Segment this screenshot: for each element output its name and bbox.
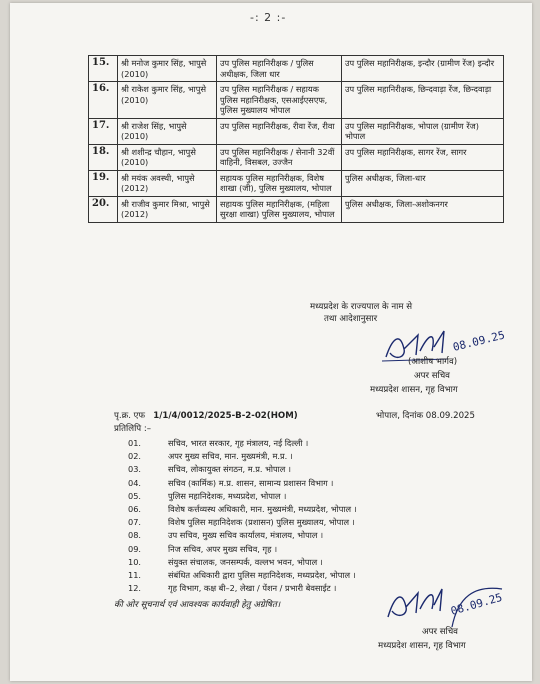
row-serial: 19. xyxy=(89,170,118,196)
officer-name: श्री राजीव कुमार मिश्रा, भापुसे (2012) xyxy=(118,196,217,222)
new-posting: उप पुलिस महानिरीक्षक, भोपाल (ग्रामीण रेंज) भोपाल xyxy=(342,118,504,144)
current-posting: उप पुलिस महानिरीक्षक / सहायक पुलिस महानिरीक्षक, एसआईएसएफ, पुलिस मुख्यालय भोपाल xyxy=(217,82,342,119)
page-number: -: 2 :- xyxy=(250,11,287,24)
list-item-text: संबंधित अधिकारी द्वारा पुलिस महानिदेशक, मध्यप्रदेश, भोपाल । xyxy=(168,570,356,581)
list-item xyxy=(128,543,357,556)
document-page xyxy=(10,3,532,681)
table-row xyxy=(89,56,504,82)
officer-name: श्री मयंक अवस्थी, भापुसे (2012) xyxy=(118,170,217,196)
endorsement-department: मध्यप्रदेश शासन, गृह विभाग xyxy=(378,641,466,651)
officer-name: श्री शशीन्द्र चौहान, भापुसे (2010) xyxy=(118,144,217,170)
list-item-number: 02. xyxy=(128,451,142,462)
list-item-text: गृह विभाग, कक्ष बी–2, लेखा / पेंशन / प्रभारी बेवसाईट । xyxy=(168,583,337,594)
list-item-number: 05. xyxy=(128,490,142,501)
list-item-text: पुलिस महानिदेशक, मध्यप्रदेश, भोपाल । xyxy=(168,490,287,501)
new-posting: उप पुलिस महानिरीक्षक, सागर रेंज, सागर xyxy=(342,144,504,170)
list-item-number: 10. xyxy=(128,556,142,567)
endorsement-designation: अपर सचिव xyxy=(422,627,458,637)
signatory-designation: अपर सचिव xyxy=(414,371,450,381)
current-posting: सहायक पुलिस महानिरीक्षक, विशेष शाखा (जी), पुलिस मुख्यालय, भोपाल xyxy=(217,170,342,196)
list-item-number: 12. xyxy=(128,583,142,594)
file-reference xyxy=(114,409,298,421)
row-serial: 17. xyxy=(89,118,118,144)
list-item xyxy=(128,569,357,582)
list-item xyxy=(128,477,357,490)
list-item xyxy=(128,490,357,503)
list-item-text: सचिव (कार्मिक) म.प्र. शासन, सामान्य प्रशासन विभाग । xyxy=(168,477,334,488)
list-item xyxy=(128,529,357,542)
new-posting: उप पुलिस महानिरीक्षक, छिन्दवाड़ा रेंज, छिन्दवाड़ा xyxy=(342,82,504,119)
list-item-text: सचिव, भारत सरकार, गृह मंत्रालय, नई दिल्ली । xyxy=(168,438,309,448)
row-serial: 15. xyxy=(89,56,118,82)
list-item-number: 07. xyxy=(128,517,142,528)
list-item-number: 09. xyxy=(128,543,142,554)
list-item-text: विशेष पुलिस महानिदेशक (प्रशासन) पुलिस मुख्यालय, भोपाल । xyxy=(168,517,355,528)
signatory-department: मध्यप्रदेश शासन, गृह विभाग xyxy=(370,385,458,395)
new-posting: उप पुलिस महानिरीक्षक, इन्दौर (ग्रामीण रेंज) इन्दौर xyxy=(342,56,504,82)
order-line-2: तथा आदेशानुसार xyxy=(324,314,378,324)
list-item-text: अपर मुख्य सचिव, मान. मुख्यमंत्री, म.प्र. । xyxy=(168,451,293,462)
list-item-text: विशेष कर्त्तव्यस्थ अधिकारी, मान. मुख्यमंत्री, मध्यप्रदेश, भोपाल । xyxy=(168,504,357,515)
transfer-table xyxy=(88,55,504,223)
list-item xyxy=(128,450,357,463)
signatory-name: (आशीष भार्गव) xyxy=(408,357,458,367)
list-item-number: 01. xyxy=(128,438,142,448)
copy-label: प्रतिलिपि :– xyxy=(114,424,152,434)
current-posting: उप पुलिस महानिरीक्षक, रीवा रेंज, रीवा xyxy=(217,118,342,144)
officer-name: श्री राकेश कुमार सिंह, भापुसे (2010) xyxy=(118,82,217,119)
officer-name: श्री राजेश सिंह, भापुसे (2010) xyxy=(118,118,217,144)
forwarding-note: की ओर सूचनार्थ एवं आवश्यक कार्यवाही हेतु अग्रेषित। xyxy=(114,600,281,610)
table-row xyxy=(89,144,504,170)
row-serial: 16. xyxy=(89,82,118,119)
table-row xyxy=(89,196,504,222)
list-item xyxy=(128,516,357,529)
handwritten-date-2: 08.09.25 xyxy=(449,590,504,618)
list-item-text: संयुक्त संचालक, जनसम्पर्क, वल्लभ भवन, भोपाल । xyxy=(168,556,323,567)
new-posting: पुलिस अधीक्षक, जिला-धार xyxy=(342,170,504,196)
list-item-number: 06. xyxy=(128,504,142,515)
officer-name: श्री मनोज कुमार सिंह, भापुसे (2010) xyxy=(118,56,217,82)
list-item-number: 03. xyxy=(128,464,142,475)
list-item xyxy=(128,503,357,516)
current-posting: उप पुलिस महानिरीक्षक / सेनानी 32वीं वाहिनी, विसबल, उज्जैन xyxy=(217,144,342,170)
table-row xyxy=(89,118,504,144)
table-row xyxy=(89,170,504,196)
row-serial: 20. xyxy=(89,196,118,222)
new-posting: पुलिस अधीक्षक, जिला-अशोकनगर xyxy=(342,196,504,222)
file-prefix: पृ.क्र. एफ xyxy=(114,411,146,421)
endorsement-date: भोपाल, दिनांक 08.09.2025 xyxy=(376,411,475,421)
handwritten-date-1: 08.09.25 xyxy=(451,328,507,354)
current-posting: उप पुलिस महानिरीक्षक / पुलिस अधीक्षक, जिला धार xyxy=(217,56,342,82)
table-row xyxy=(89,82,504,119)
copy-list xyxy=(128,437,357,595)
row-serial: 18. xyxy=(89,144,118,170)
list-item-number: 11. xyxy=(128,570,142,581)
list-item-number: 08. xyxy=(128,530,142,541)
list-item xyxy=(128,556,357,569)
list-item xyxy=(128,582,357,595)
list-item xyxy=(128,463,357,476)
list-item-text: उप सचिव, मुख्य सचिव कार्यालय, मंत्रालय, भोपाल । xyxy=(168,530,324,541)
current-posting: सहायक पुलिस महानिरीक्षक, (महिला सुरक्षा शाखा) पुलिस मुख्यालय, भोपाल xyxy=(217,196,342,222)
list-item-text: निज सचिव, अपर मुख्य सचिव, गृह । xyxy=(168,543,278,554)
list-item-text: सचिव, लोकायुक्त संगठन, म.प्र. भोपाल । xyxy=(168,464,292,475)
order-line-1: मध्यप्रदेश के राज्यपाल के नाम से xyxy=(310,302,413,312)
list-item-number: 04. xyxy=(128,477,142,488)
list-item xyxy=(128,437,357,450)
file-number: 1/1/4/0012/2025-B-2-02(HOM) xyxy=(153,411,298,421)
